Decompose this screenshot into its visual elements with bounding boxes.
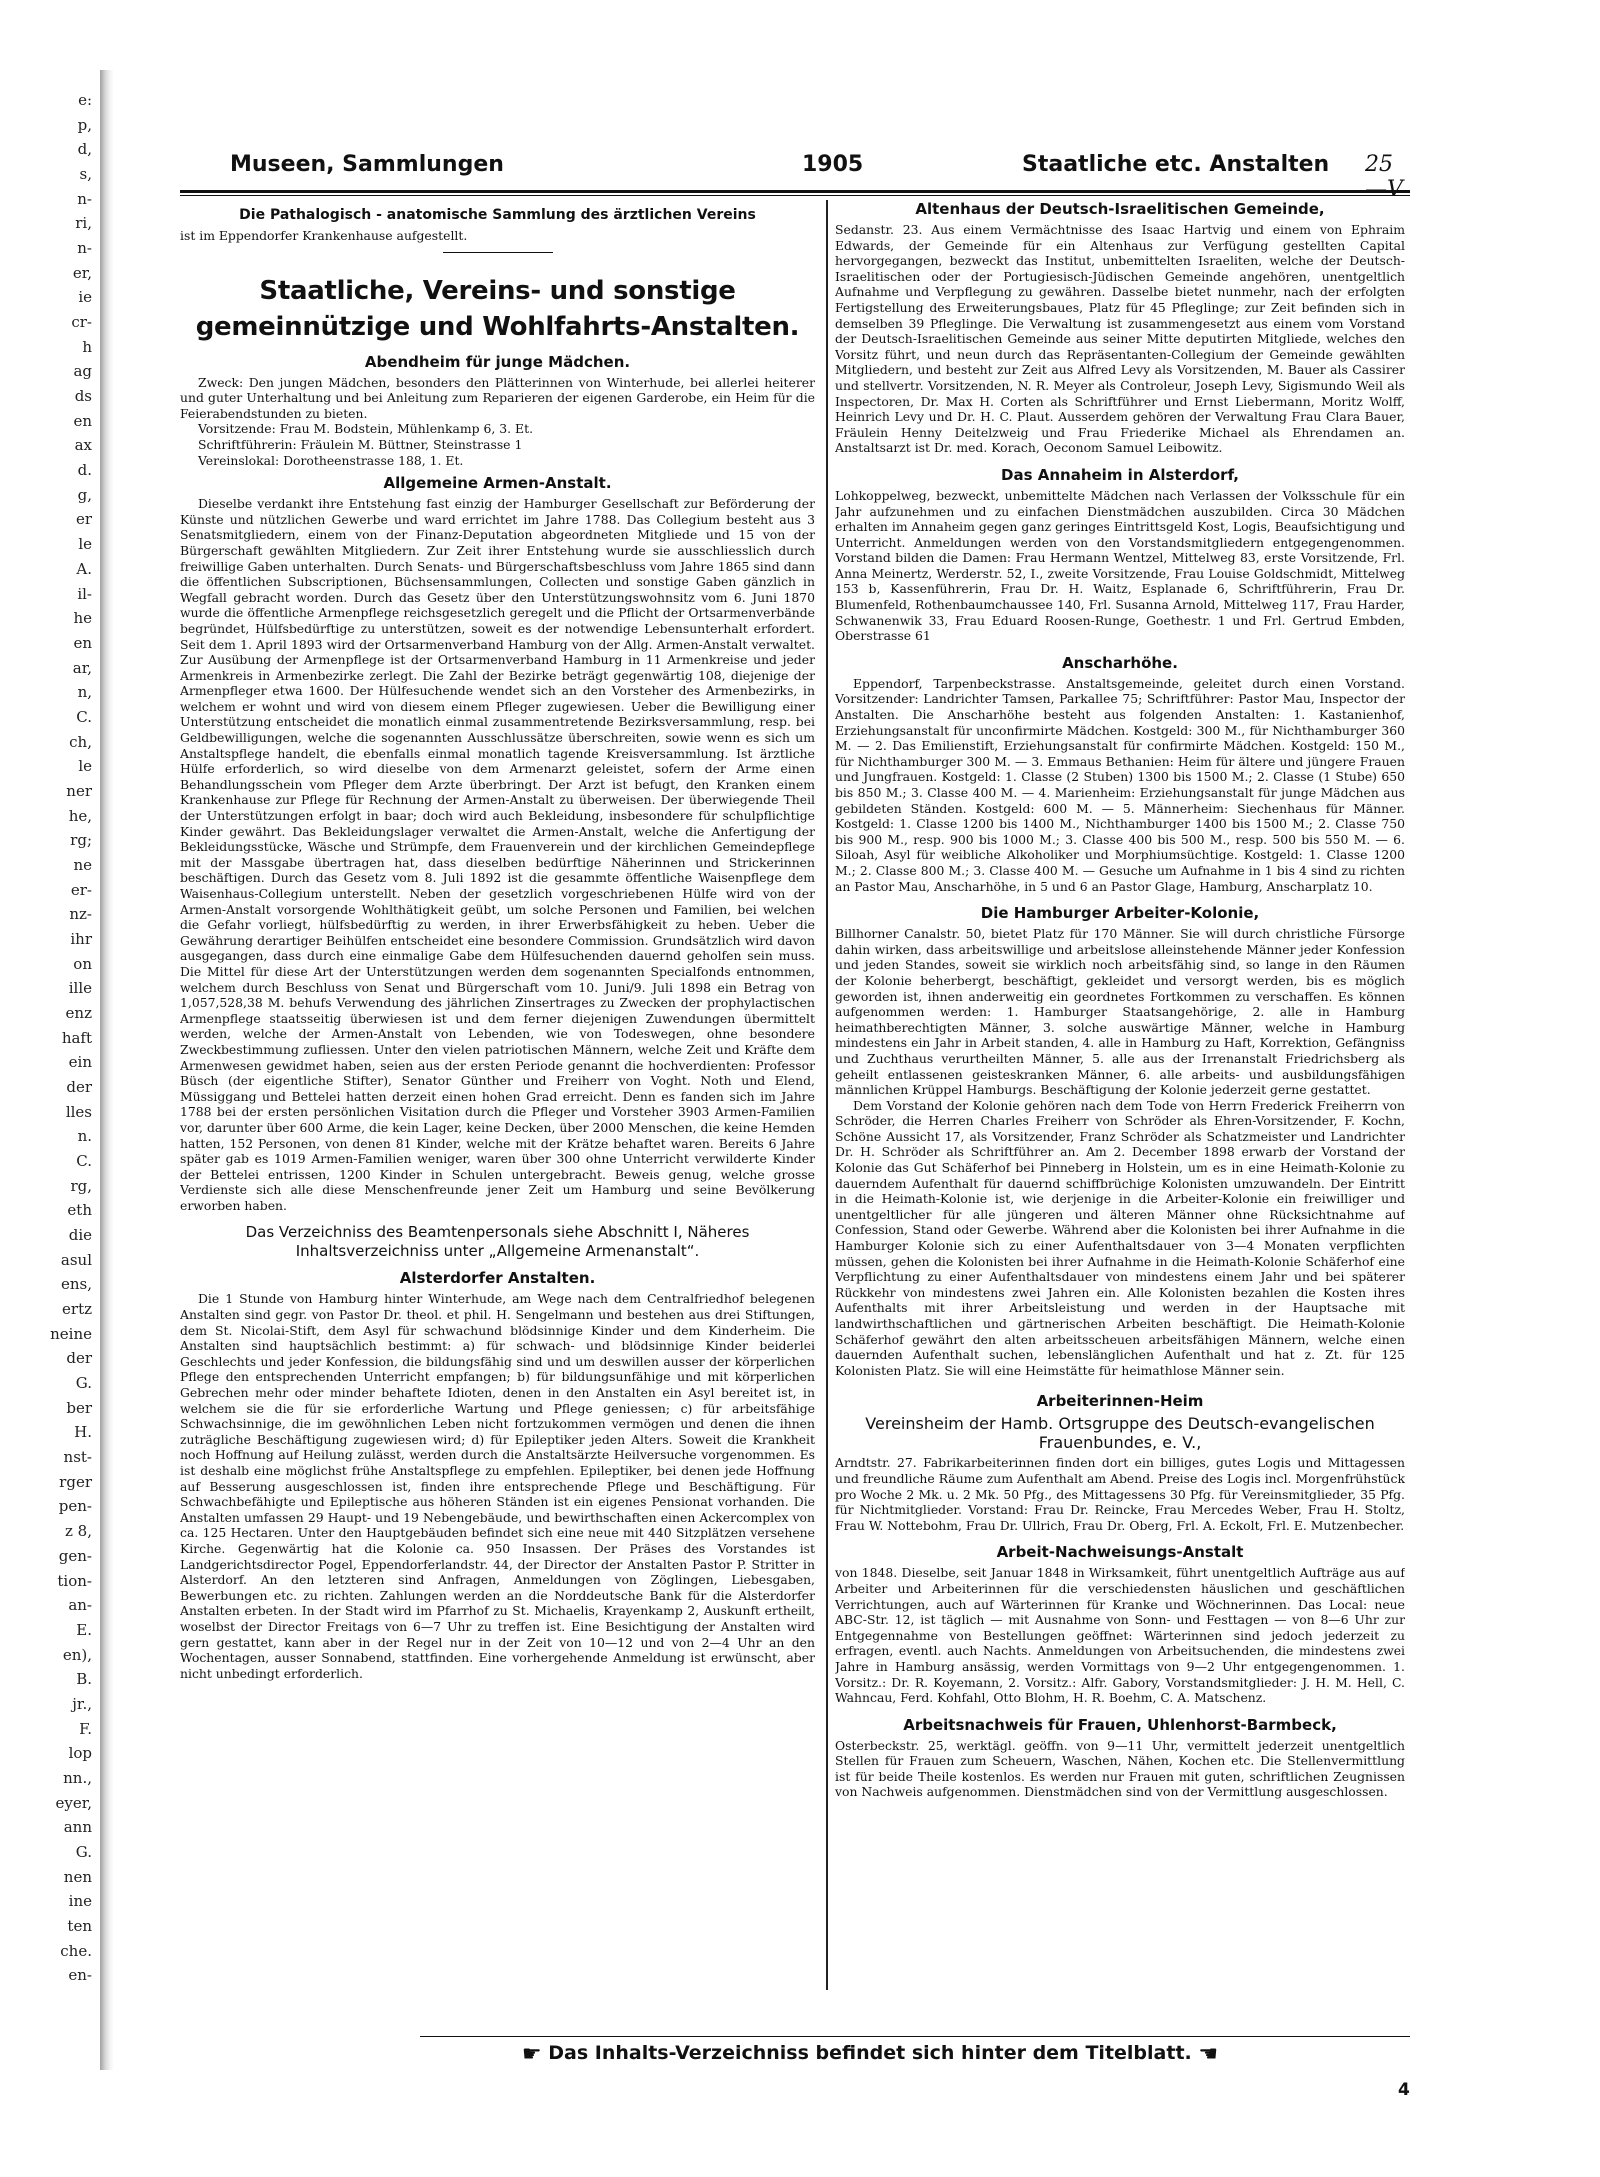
left-margin-fragment: rg; [70, 831, 92, 849]
paragraph-arbeiterinnen-heim: Arndtstr. 27. Fabrikarbeiterinnen finden dort ein billiges, gutes Logis und Mittagessen und freundliche Räume zum Aufenthalt am Abend. Preise des Logis incl. Morgenfrühstück pro Woche 2 Mk. u. 2 Mk. 50 Pfg., des Mittagessens 30 Pfg. für Vereinsmitglieder, 35 Pfg. für Nichtmitglieder. Vorstand: Frau Dr. Reincke, Frau Mercedes Weber, Frau H. Stoltz, Frau W. Nottebohm, Frau Dr. Ullrich, Frau Dr. Oberg, Frl. A. Eckolt, Frl. E. Mutzenbecher. [835, 1455, 1405, 1533]
paragraph-abendheim-schrift: Schriftführerin: Fräulein M. Büttner, Steinstrasse 1 [198, 436, 523, 452]
paragraph-armen-anstalt: Dieselbe verdankt ihre Entstehung fast einzig der Hamburger Gesellschaft zur Beförderung der Künste und nützlichen Gewerbe und ward errichtet im Jahre 1788. Das Collegium besteht aus 3 Senatsmitgliedern, einem von der Finanz-Deputation abgeordneten Mitgliede und 15 von der Bürgerschaft gewählten Mitgliedern. Zur Zeit ihrer Entstehung wurde sie ausschliesslich durch freiwillige Gaben unterhalten. Durch Senats- und Bürgerschaftsbeschluss vom Jahre 1865 sind dann die öffentlichen Subscriptionen, Büchsensammlungen, Collecten und sonstige Gaben gänzlich in Wegfall gebracht worden. Durch das Gesetz über den Unterstützungswohnsitz vom 6. Juni 1870 wurde die öffentliche Armenpflege reichsgesetzlich geregelt und die Pflicht der Ortsarmenverbände begründet, Hülfsbedürftige zu unterstützen, soweit es der notwendige Lebensunterhalt erfordert. Seit dem 1. April 1893 wird der Ortsarmenverband Hamburg von der Allg. Armen-Anstalt verwaltet. Zur Ausübung der Armenpflege ist der Ortsarmenverband Hamburg in 11 Armenkreise und jeder Armenkreis in Armenbezirke zerlegt. Die Zahl der Bezirke beträgt gegenwärtig 108, diejenige der Armenpfleger etwa 1600. Der Hülfesuchende wendet sich an den Vorsteher des Armenbezirks, in welchem er wohnt und wird von diesem einem Pfleger zugewiesen. Ueber die Bewilligung einer Unterstützung entscheidet die monatlich einmal zusammentretende Bezirksversammlung, resp. bei Geldbewilligungen, welche die sogenannten Ausschlussätze überschreiten, sowie wenn es sich um Anstaltspflege handelt, die ebenfalls einmal monatlich tagende Kreisversammlung. Ist ärztliche Hülfe erforderlich, so wird dieselbe von dem Armenarzt geleistet, sofern der Arme einen Behandlungsschein vom Pfleger dem Arzte überbringt. Der Arzt ist befugt, den Kranken einem Krankenhause zur Pflege für Rechnung der Armen-Anstalt zu überweisen. Der überwiegende Theil der Unterstützungen erfolgt in baar; doch wird auch Bekleidung, insbesondere für schulpflichtige Kinder gewährt. Das Bekleidungslager verwaltet die Armen-Anstalt, welche die Anfertigung der Bekleidungsstücke, Wäsche und Strümpfe, dem Frauenverein und der kirchlichen Gemeindepflege mit der Massgabe übertragen hat, dass dieselben bedürftige Näherinnen und Strickerinnen beschäftigen. Durch das Gesetz vom 8. Juli 1892 ist die gesammte öffentliche Waisenpflege dem Waisenhaus-Collegium unterstellt. Neben der gesetzlich vorgeschriebenen Hülfe wird von der Armen-Anstalt vorsorgende Wohlthätigkeit geübt, um solche Personen und Familien, bei welchen die Gefahr vorliegt, hülfsbedürftig zu werden, in ihrer Erwerbsfähigkeit zu heben. Ueber die Gewährung derartiger Beihülfen entscheidet eine besondere Commission. Grundsätzlich wird davon ausgegangen, dass durch eine einmalige Gabe dem Hülfesuchenden dauernd geholfen sein muss. Die Mittel für diese Art der Unterstützungen werden dem sogenannten Specialfonds entnommen, welchem durch Beschluss von Senat und Bürgerschaft vom 10. Juni/9. Juli 1898 ein Betrag von 1,057,528,38 M. behufs Verwendung des jährlichen Zinsertrages zu Zwecken der prophylactischen Armenpflege staatsseitig überwiesen ist und dem ferner diejenigen Zuwendungen übermittelt werden, welche der Armen-Anstalt von Lebenden, wie von Todeswegen, ohne besondere Zweckbestimmung zufliessen. Unter den vielen patriotischen Männern, welche Zeit und Kräfte dem Armenwesen gewidmet haben, seien aus der ersten Periode genannt die hochverdienten: Professor Büsch (der eigentliche Stifter), Senator Günther und Freiherr von Voght. Noth und Elend, Müssiggang und Bettelei hatten derzeit einen hohen Grad erreicht. Denn es fanden sich im Jahre 1788 bei der ersten persönlichen Visitation durch die Pfleger und Vorsteher 3903 Armen-Familien vor, darunter über 600 Arme, die kein Lager, keine Decken, über 2000 Menschen, die keine Hemden hatten, 152 Personen, von denen 81 Kinder, welche mit der Krätze behaftet waren. Bereits 6 Jahre später gab es 1019 Armen-Familien weniger, waren über 300 ohne Unterricht verwilderte Kinder der Bettelei entrissen, 1200 Kinder in Schulen untergebracht. Beweis genug, welche grosse Verdienste sich alle diese Menschenfreunde jener Zeit um Hamburg und seine Bevölkerung erworben haben. [180, 496, 815, 1213]
header-right-title: Staatliche etc. Anstalten [1022, 152, 1330, 177]
left-margin-fragment: eyer, [55, 1794, 92, 1812]
heading-alsterdorfer: Alsterdorfer Anstalten. [399, 1269, 596, 1288]
paragraph-arbeiter-kolonie-1: Billhorner Canalstr. 50, bietet Platz für 170 Männer. Sie will durch christliche Fürsorge dahin wirken, dass arbeitswillige und arbeitslose alleinstehende Männer jeder Konfession und jeden Standes, soweit sie wirklich noch arbeitsfähig sind, so lange in den Räumen der Kolonie beherbergt, beschäftigt, gekleidet und versorgt werden, bis es möglich geworden ist, ihnen anderweitig ein geordnetes Fortkommen zu verschaffen. Es können aufgenommen werden: 1. Hamburger Staatsangehörige, 2. alle in Hamburg heimathberechtigten Männer, 3. solche auswärtige Männer, welche in Hamburg mindestens ein Jahr in Arbeit standen, 4. alle in Hamburg zu Haft, Korrektion, Gefängniss und Zuchthaus verurtheilten Männer, 5. alle aus der Irrenanstalt Friedrichsberg als geheilt entlassenen geisteskranken Männer, 6. alle arbeits- und ausbildungsfähigen männlichen Krüppel Hamburgs. Beschäftigung der Kolonie jederzeit gerne gestattet. [835, 926, 1405, 1098]
left-margin-fragment: nz- [69, 905, 92, 923]
paragraph-pathologisch: ist im Eppendorfer Krankenhause aufgestellt. [180, 228, 468, 243]
heading-arbeitsnachweis-frauen: Arbeitsnachweis für Frauen, Uhlenhorst-Barmbeck, [903, 1715, 1337, 1734]
left-margin-fragment: haft [61, 1029, 92, 1047]
left-margin-fragment: er [75, 510, 92, 528]
heading-abendheim: Abendheim für junge Mädchen. [364, 352, 631, 371]
left-margin-fragment: A. [76, 560, 92, 578]
left-margin-fragment: n- [77, 239, 92, 257]
note-beamtenpersonal: Das Verzeichniss des Beamtenpersonals siehe Abschnitt I, Näheres Inhaltsverzeichniss unter „Allgemeine Armenanstalt“. [245, 1223, 750, 1261]
left-margin-fragment: n. [77, 1127, 92, 1145]
left-margin-fragment: cr- [71, 313, 92, 331]
left-margin-fragment: H. [74, 1423, 92, 1441]
heading-altenhaus: Altenhaus der Deutsch-Israelitischen Gemeinde, [915, 200, 1325, 218]
left-margin-fragment: lles [65, 1103, 92, 1121]
left-margin-fragment: F. [79, 1720, 92, 1738]
footer-text: Das Inhalts-Verzeichniss befindet sich hinter dem Titelblatt. [548, 2042, 1192, 2064]
left-margin-fragment: n, [77, 683, 92, 701]
left-margin-fragment: der [66, 1349, 92, 1367]
left-margin-fragment: E. [76, 1621, 92, 1639]
pointing-hand-left-icon: ☚ [1198, 2042, 1219, 2067]
footer-rule [420, 2036, 1410, 2037]
left-margin-fragment: p, [77, 116, 92, 134]
page-gutter-shadow [100, 70, 114, 2070]
left-margin-fragment: nst- [63, 1448, 92, 1466]
left-margin-fragment: z 8, [65, 1522, 92, 1540]
paragraph-abendheim-zweck: Zweck: Den jungen Mädchen, besonders den Plätterinnen von Winterhude, bei allerlei heiterer und guter Unterhaltung und bei Anleitung zum Reparieren der eigenen Garderobe, ein Heim für die Feierabendstunden zu bieten. [180, 374, 815, 421]
left-margin-fragment: asul [60, 1251, 92, 1269]
left-margin-fragment: ie [78, 288, 92, 306]
left-margin-fragment: enz [65, 1004, 92, 1022]
left-margin-fragment: tion- [57, 1572, 92, 1590]
subheading-arbeiterinnen-heim: Vereinsheim der Hamb. Ortsgruppe des Deutsch-evangelischen Frauenbundes, e. V., [865, 1414, 1375, 1453]
left-margin-fragment: n- [77, 190, 92, 208]
left-margin-fragment: en [73, 412, 92, 430]
left-margin-fragment: ine [68, 1892, 92, 1910]
paragraph-annaheim: Lohkoppelweg, bezweckt, unbemittelte Mädchen nach Verlassen der Volksschule für ein Jahr aufzunehmen und zu einfachen Dienstmädchen auszubilden. Circa 30 Mädchen erhalten im Annaheim gegen ganz geringes Eintrittsgeld Kost, Logis, Beaufsichtigung und Unterricht. Anmeldungen werden von den Vorstandsmitgliedern entgegengenommen. Vorstand bilden die Damen: Frau Hermann Wentzel, Mittelweg 83, erste Vorsitzende, Frl. Anna Meinertz, Werderstr. 52, I., zweite Vorsitzende, Frau Louise Goldschmidt, Mittelweg 153 b, Kassenführerin, Frau Dr. H. Waitz, Esplanade 6, Schriftführerin, Frau Dr. Blumenfeld, Rothenbaumchaussee 140, Frl. Susanna Arnold, Mittelweg 117, Frau Harder, Schwanenwik 33, Frau Eduard Roosen-Runge, Goethestr. 1 und Frl. Gertrud Embden, Oberstrasse 61 [835, 487, 1405, 644]
left-margin-fragment: en- [68, 1966, 92, 1984]
heading-arbeiter-kolonie: Die Hamburger Arbeiter-Kolonie, [980, 904, 1260, 923]
left-margin-fragment: h [82, 338, 92, 356]
left-margin-fragment: jr., [72, 1695, 92, 1713]
left-margin-fragment: ens, [60, 1275, 92, 1293]
left-margin-fragment: en), [62, 1646, 92, 1664]
heading-anscharhoehe: Anscharhöhe. [1062, 653, 1178, 672]
left-margin-fragment: die [68, 1226, 92, 1244]
left-margin-fragment: d. [77, 461, 92, 479]
left-margin-fragment: il- [77, 585, 92, 603]
left-margin-fragment: on [73, 955, 92, 973]
column-left [180, 200, 815, 2020]
paragraph-abendheim-lokal: Vereinslokal: Dorotheenstrasse 188, 1. Et. [198, 452, 464, 468]
column-separator [826, 200, 828, 1990]
left-margin-fragment: rg, [70, 1177, 92, 1195]
left-margin-fragment: ihr [70, 930, 92, 948]
left-margin-fragment: an- [68, 1596, 92, 1614]
left-margin-fragment: ds [74, 387, 92, 405]
left-margin-fragment: ille [68, 979, 92, 997]
paragraph-arbeitsnachweis-frauen: Osterbeckstr. 25, werktägl. geöffn. von 9—11 Uhr, vermittelt jederzeit unentgeltlich Stellen für Frauen zum Scheuern, Waschen, Nähen, Kochen etc. Die Stellenvermittlung ist für beide Theile kostenlos. Es werden nur Frauen mit guten, schriftlichen Zeugnissen von Nachweis aufgenommen. Dienstmädchen sind von der Vermittlung ausgeschlossen. [835, 1737, 1405, 1800]
left-margin-fragment: he, [68, 807, 92, 825]
left-margin-fragment: ann [63, 1818, 92, 1836]
left-margin-fragment: nen [63, 1868, 92, 1886]
left-margin-fragment: B. [76, 1670, 92, 1688]
paragraph-abendheim-vorsitz: Vorsitzende: Frau M. Bodstein, Mühlenkamp 6, 3. Et. [198, 421, 534, 437]
left-margin-fragment: ber [66, 1399, 92, 1417]
running-header [230, 152, 1410, 188]
header-rule [180, 190, 1410, 193]
paragraph-altenhaus: Sedanstr. 23. Aus einem Vermächtnisse des Isaac Hartvig und einem von Ephraim Edwards, der Gemeinde für ein Altenhaus zur Verfügung gestellten Capital hervorgegangen, bezweckt das Institut, unbemittelten Israeliten, welche der Deutsch-Israelitischen oder der Portugiesisch-Jüdischen Gemeinde angehören, unentgeltlich Aufnahme und Verpflegung zu gewähren. Dasselbe bietet nunmehr, nach der erfolgten Fertigstellung des Erweiterungsbaues, Platz für 45 Pfleglinge; zur Zeit befinden sich in demselben 39 Pfleglinge. Die Verwaltung ist zusammengesetzt aus einem vom Vorstand der Deutsch-Israelitischen Gemeinde aus seiner Mitte deputirten Mitgliede, welches den Vorsitz führt, und neun durch das Repräsentanten-Collegium der Gemeinde gewählten Mitgliedern, und besteht zur Zeit aus Alfred Levy als Vorsitzenden, M. Bauer als Cassirer und stellvertr. Vorsitzenden, N. R. Meyer als Controleur, Joseph Levy, Sigismundo Weil als Inspectoren, Dr. Max H. Corten als Schriftführer und Ernst Liebermann, Moritz Wolff, Heinrich Levy und Dr. H. C. Plaut. Ausserdem gehören der Verwaltung Frau Clara Bauer, Fräulein Henny Deitelzweig und Frau Friederike Michael als Ehrendamen an. Anstaltsarzt ist Dr. med. Korach, Oeconom Samuel Leibowitz. [835, 222, 1405, 456]
column-right [835, 200, 1405, 2000]
paragraph-anscharhoehe: Eppendorf, Tarpenbeckstrasse. Anstaltsgemeinde, geleitet durch einen Vorstand. Vorsitzender: Landrichter Tamsen, Parkallee 75; Schriftführer: Pastor Mau, Inspector der Anstalten. Die Anscharhöhe besteht aus folgenden Anstalten: 1. Kastanienhof, Erziehungsanstalt für unconfirmirte Mädchen. Kostgeld: 300 M., für Nichthamburger 360 M. — 2. Das Emilienstift, Erziehungsanstalt für confirmirte Mädchen. Kostgeld: 150 M., für Nichthamburger 300 M. — 3. Emmaus Bethanien: Heim für ältere und jüngere Frauen und Jungfrauen. Kostgeld: 1. Classe (2 Stuben) 1300 bis 1500 M.; 2. Classe (1 Stube) 650 bis 850 M.; 3. Classe 400 M. — 4. Marienheim: Erziehungsanstalt für junge Mädchen aus gebildeten Ständen. Kostgeld: 600 M. — 5. Männerheim: Siechenhaus für Männer. Kostgeld: 1. Classe 1200 bis 1400 M., Nichthamburger 1400 bis 1500 M.; 2. Classe 750 bis 900 M., resp. 900 bis 1000 M.; 3. Classe 400 bis 500 M., resp. 500 bis 550 M. — 6. Siloah, Asyl für weibliche Alkoholiker und Morphiumsüchtige. Kostgeld: 1. Classe 1200 M.; 2. Classe 800 M.; 3. Classe 400 M. — Gesuche um Aufnahme in 1 bis 4 sind zu richten an Pastor Mau, Anscharhöhe, in 5 und 6 an Pastor Glage, Hamburg, Anscharplatz 10. [835, 675, 1405, 894]
main-section-title: Staatliche, Vereins- und sonstige gemeinnützige und Wohlfahrts-Anstalten. [195, 275, 800, 342]
heading-annaheim: Das Annaheim in Alsterdorf, [1001, 465, 1239, 484]
paragraph-arbeit-nachweisungs: von 1848. Dieselbe, seit Januar 1848 in Wirksamkeit, führt unentgeltlich Aufträge aus auf Arbeiter und Arbeiterinnen für die verschiedensten häuslichen und geschäftlichen Verrichtungen, auch auf Wärterinnen für Kranke und Wöchnerinnen. Das Local: neue ABC-Str. 12, ist täglich — mit Ausnahme von Sonn- und Festtagen — von 8—6 Uhr zur Entgegennahme von Bestellungen geöffnet: Wärterinnen sind jedoch jederzeit zu erfragen, eventl. auch Nachts. Anmeldungen von Arbeitsuchenden, die mindestens zwei Jahre in Hamburg ansässig, werden Vormittags von 9—2 Uhr entgegengenommen. 1. Vorsitz.: Dr. R. Koyemann, 2. Vorsitz.: Alfr. Gabory, Vorstandsmitglieder: J. H. M. Hell, C. Wahncau, Ferd. Kohfahl, Otto Blohm, H. R. Boehm, C. A. Matschenz. [835, 1565, 1405, 1706]
heading-arbeiterinnen-heim: Arbeiterinnen-Heim [1036, 1392, 1204, 1411]
paragraph-arbeiter-kolonie-2: Dem Vorstand der Kolonie gehören nach dem Tode von Herrn Frederick Freiherrn von Schröder, die Herren Charles Freiherr von Schröder als Ehren-Vorsitzender, F. Kochn, Schöne Aussicht 17, als Vorsitzender, Franz Schröder als Schatzmeister und Landrichter Dr. H. Schröder als Schriftführer an. Am 2. December 1898 erwarb der Vorstand der Kolonie das Gut Schäferhof bei Pinneberg in Holstein, um es in eine Heimath-Kolonie zu dauerndem Aufenthalt für dauernd schiffbrüchige Kolonisten umzuwandeln. Der Eintritt in die Heimath-Kolonie ist, wie derjenige in die Arbeiter-Kolonie ein freiwilliger und unentgeltlicher für alle jüngeren und älteren Männer ohne Rücksichtnahme auf Confession, Stand oder Gewerbe. Während aber die Kolonisten bei ihrer Aufnahme in die Hamburger Kolonie sich zu einer Aufenthaltsdauer von 3—4 Monaten verpflichten müssen, gehen die Kolonisten bei ihrer Aufnahme in die Heimath-Kolonie Schäferhof eine Verpflichtung zu einer Aufenthaltsdauer von mindestens einem Jahr und bei späterer Rückkehr von mindestens zwei Jahren ein. Alle Kolonisten bezahlen die Kosten ihres Aufenthalts mit ihrer Arbeitsleistung und werden in der Hauptsache mit landwirthschaftlichen und gärtnerischen Arbeiten beschäftigt. Die Heimath-Kolonie Schäferhof gewährt den alten arbeitsscheuen arbeitsfähigen Männern, welche einen dauernden Aufenthalt suchen, lebenslänglichen Aufenthalt und hat z. Zt. für 125 Kolonisten Platz. Sie will eine Heimstätte für heimathlose Männer sein. [835, 1097, 1405, 1378]
left-margin-fragment: C. [76, 1152, 92, 1170]
left-margin-fragment: lop [68, 1744, 92, 1762]
left-margin-fragment: he [73, 609, 92, 627]
left-margin-fragment: s, [79, 165, 92, 183]
header-left-title: Museen, Sammlungen [230, 152, 504, 177]
page-number: 4 [1398, 2080, 1410, 2100]
left-margin-fragment: ch, [69, 733, 92, 751]
left-margin-fragment: ax [74, 436, 92, 454]
left-margin-fragment: ag [73, 362, 92, 380]
left-margin-fragment: d, [77, 140, 92, 158]
header-year: 1905 [802, 152, 864, 177]
left-margin-fragment: ri, [75, 214, 92, 232]
left-margin-fragment: ertz [62, 1300, 92, 1318]
left-margin-fragment: neine [50, 1325, 92, 1343]
paragraph-alsterdorfer: Die 1 Stunde von Hamburg hinter Winterhude, am Wege nach dem Centralfriedhof belegenen Anstalten sind gegr. von Pastor Dr. theol. et phil. H. Sengelmann und bestehen aus drei Stiftungen, dem St. Nicolai-Stift, dem Asyl für schwachund blödsinnige Kinder und dem Kinderheim. Die Anstalten sind hauptsächlich bestimmt: a) für schwach- und blödsinnige Kinder beiderlei Geschlechts und jeder Konfession, die bildungsfähig sind und um deswillen ausser der körperlichen Pflege den entsprechenden Unterricht empfangen; b) für bildungsunfähige und mit körperlichen Gebrechen mehr oder minder behaftete Idioten, denen in den Anstalten ein Asyl bereitet ist, in welchem sie die für sie erforderliche Wartung und Pflege geniessen; c) für arbeitsfähige Schwachsinnige, die im gewöhnlichen Leben nicht fortzukommen vermögen und denen die ihnen zuträgliche Beschäftigung zugewiesen wird; d) für Epileptiker jeden Alters. Soweit die Krankheit noch Hoffnung auf Heilung zulässt, werden durch die Anstaltsärzte Heilversuche vorgenommen. Es ist deshalb eine möglichst frühe Anstaltspflege zu empfehlen. Epileptiker, bei denen jede Hoffnung auf Besserung ausgeschlossen ist, finden ihre entsprechende Pflege und Beschäftigung. Für Schwachbefähigte und Epileptische aus höheren Ständen ist ein eigenes Pensionat vorhanden. Die Anstalten umfassen 29 Haupt- und 19 Nebengebäude, und bewirthschaften einen Ackercomplex von ca. 125 Hectaren. Unter den Hauptgebäuden befindet sich eine neue mit 440 Sitzplätzen versehene Kirche. Gegenwärtig hat die Kolonie ca. 950 Insassen. Der Präses des Vorstandes ist Landgerichtsdirector Pogel, Eppendorferlandstr. 44, der Director der Anstalten Pastor P. Stritter in Alsterdorf. An den letzteren sind Anfragen, Anmeldungen von Zöglingen, Liebesgaben, Bewerbungen etc. zu richten. Zahlungen werden an die Norddeutsche Bank für die Alsterdorfer Anstalten erbeten. In der Stadt wird im Pfarrhof zu St. Michaelis, Krayenkamp 2, Auskunft ertheilt, woselbst der Director Freitags von 6—7 Uhr zu treffen ist. Eine Besichtigung der Anstalten wird gern gestattet, kann aber in der Regel nur in der Zeit von 10—12 und von 2—4 Uhr an den Wochentagen, ausser Sonnabend, stattfinden. Eine vorhergehende Anmeldung ist erwünscht, aber nicht unbedingt erforderlich. [180, 1291, 815, 1681]
left-margin-fragment: pen- [58, 1497, 92, 1515]
header-page-mark: 25 [1365, 152, 1393, 177]
heading-arbeit-nachweisungs: Arbeit-Nachweisungs-Anstalt [996, 1543, 1244, 1562]
left-margin-fragment: le [78, 535, 92, 553]
left-margin-fragment: er, [72, 264, 92, 282]
left-margin-fragment: rger [59, 1473, 92, 1491]
left-page-margin-fragments [0, 90, 96, 2040]
left-margin-fragment: e: [78, 91, 92, 109]
heading-pathologisch: Die Pathalogisch - anatomische Sammlung des ärztlichen Vereins [239, 207, 756, 223]
left-margin-fragment: g, [77, 486, 92, 504]
left-margin-fragment: G. [75, 1374, 92, 1392]
left-margin-fragment: er- [70, 881, 92, 899]
left-margin-fragment: che. [60, 1942, 92, 1960]
left-margin-fragment: ten [67, 1917, 92, 1935]
left-margin-fragment: ner [66, 782, 92, 800]
footer-note [420, 2042, 1320, 2067]
left-margin-fragment: ein [68, 1053, 92, 1071]
left-margin-fragment: gen- [58, 1547, 92, 1565]
pointing-hand-right-icon: ☛ [521, 2042, 542, 2067]
header-rule-thin [180, 195, 1410, 196]
left-margin-fragment: le [78, 757, 92, 775]
left-margin-fragment: eth [67, 1201, 92, 1219]
left-margin-fragment: nn., [63, 1769, 92, 1787]
separator-rule [443, 252, 553, 253]
heading-armen-anstalt: Allgemeine Armen-Anstalt. [383, 474, 612, 493]
left-margin-fragment: ar, [72, 659, 92, 677]
left-margin-fragment: ne [73, 856, 92, 874]
left-margin-fragment: en [73, 634, 92, 652]
left-margin-fragment: G. [75, 1843, 92, 1861]
left-margin-fragment: der [66, 1078, 92, 1096]
left-margin-fragment: C. [76, 708, 92, 726]
